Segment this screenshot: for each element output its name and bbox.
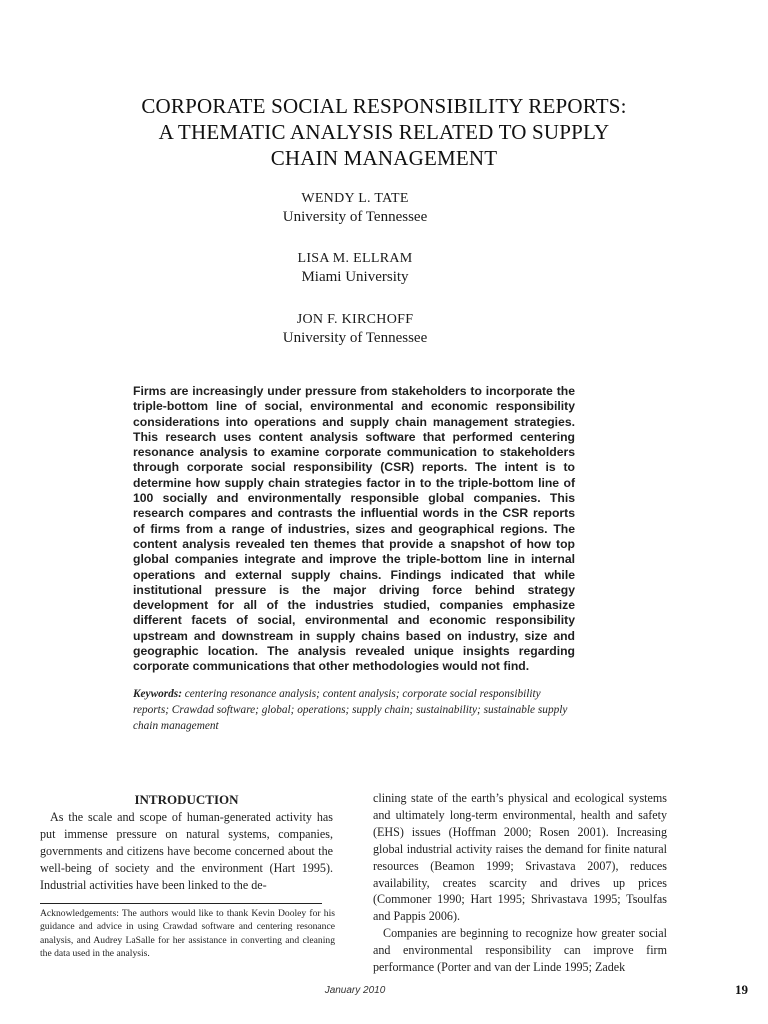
- body-column-left: [40, 790, 333, 894]
- keywords-label: Keywords:: [133, 688, 182, 700]
- section-heading-introduction: INTRODUCTION: [134, 792, 239, 807]
- article-title: [40, 93, 728, 171]
- author-affiliation: University of Tennessee: [282, 209, 428, 225]
- abstract: Firms are increasingly under pressure from stakeholders to incorporate the triple-bottom line of social, environmental and economic responsibility considerations into operations and supply chain management strategies. This research uses content analysis software that performed centering resonance analysis to examine corporate communication to stakeholders through corporate social responsibility (CSR) reports. The intent is to determine how supply chain strategies factor in to the triple-bottom line of 100 socially and environmentally responsible global companies. This research compares and contrasts the influential words in the CSR reports of firms from a range of industries, sizes and geographical regions. The content analysis revealed ten themes that provide a snapshot of how top global companies integrate and improve the triple-bottom line in internal operations and external supply chains. Findings indicated that while institutional pressure is the major driving force behind strategy development for all of the industries studied, companies emphasize different facets of social, environmental and economic responsibility upstream and downstream in supply chains based on industry, size and geographic location. The analysis revealed unique insights regarding corporate communications that other methodologies would not find.: [133, 384, 575, 674]
- author-block-2: [0, 249, 710, 287]
- acknowledgements-footnote: Acknowledgements: The authors would like to thank Kevin Dooley for his guidance and advice in using Crawdad software and centering resonance analysis, and Audrey LaSalle for her assistance in converting and cleaning the data used in the analysis.: [40, 908, 335, 960]
- title-line-3: CHAIN MANAGEMENT: [270, 146, 498, 170]
- body-paragraph: As the scale and scope of human-generated activity has put immense pressure on natural systems, companies, governments and citizens have become concerned about the well-being of society and the environment (Hart 1995). Industrial activities have been linked to the de-: [40, 810, 333, 892]
- author-block-1: [0, 189, 710, 227]
- keywords-text: centering resonance analysis; content analysis; corporate social responsibility reports; Crawdad software; global; operations; supply chain; sustainability; sustainable supply chain management: [133, 688, 568, 732]
- footer-date: January 2010: [324, 985, 386, 996]
- author-name: JON F. KIRCHOFF: [296, 312, 414, 327]
- body-column-right: [373, 790, 667, 976]
- body-paragraph: clining state of the earth’s physical and ecological systems and ultimately long-term environmental, health and safety (EHS) issues (Hoffman 2000; Rosen 2001). Increasing global industrial activity raises the demand for finite natural resources (Beamon 1999; Srivastava 2007), reduces availability, creates scarcity and drives up prices (Commoner 1990; Hart 1995; Shrivastava 1995; Tsoulfas and Pappis 2006).: [373, 791, 667, 924]
- author-block-3: [0, 310, 710, 348]
- author-name: LISA M. ELLRAM: [297, 251, 413, 266]
- body-paragraph: Companies are beginning to recognize how greater social and environmental responsibility can improve firm performance (Porter and van der Linde 1995; Zadek: [373, 926, 667, 975]
- page-number: 19: [735, 982, 748, 997]
- footnote-divider: [40, 903, 322, 904]
- author-affiliation: University of Tennessee: [282, 330, 428, 346]
- author-affiliation: Miami University: [301, 269, 409, 285]
- author-name: WENDY L. TATE: [301, 191, 409, 206]
- title-line-2: A THEMATIC ANALYSIS RELATED TO SUPPLY: [158, 120, 610, 144]
- title-line-1: CORPORATE SOCIAL RESPONSIBILITY REPORTS:: [141, 94, 627, 118]
- keywords: [133, 686, 575, 734]
